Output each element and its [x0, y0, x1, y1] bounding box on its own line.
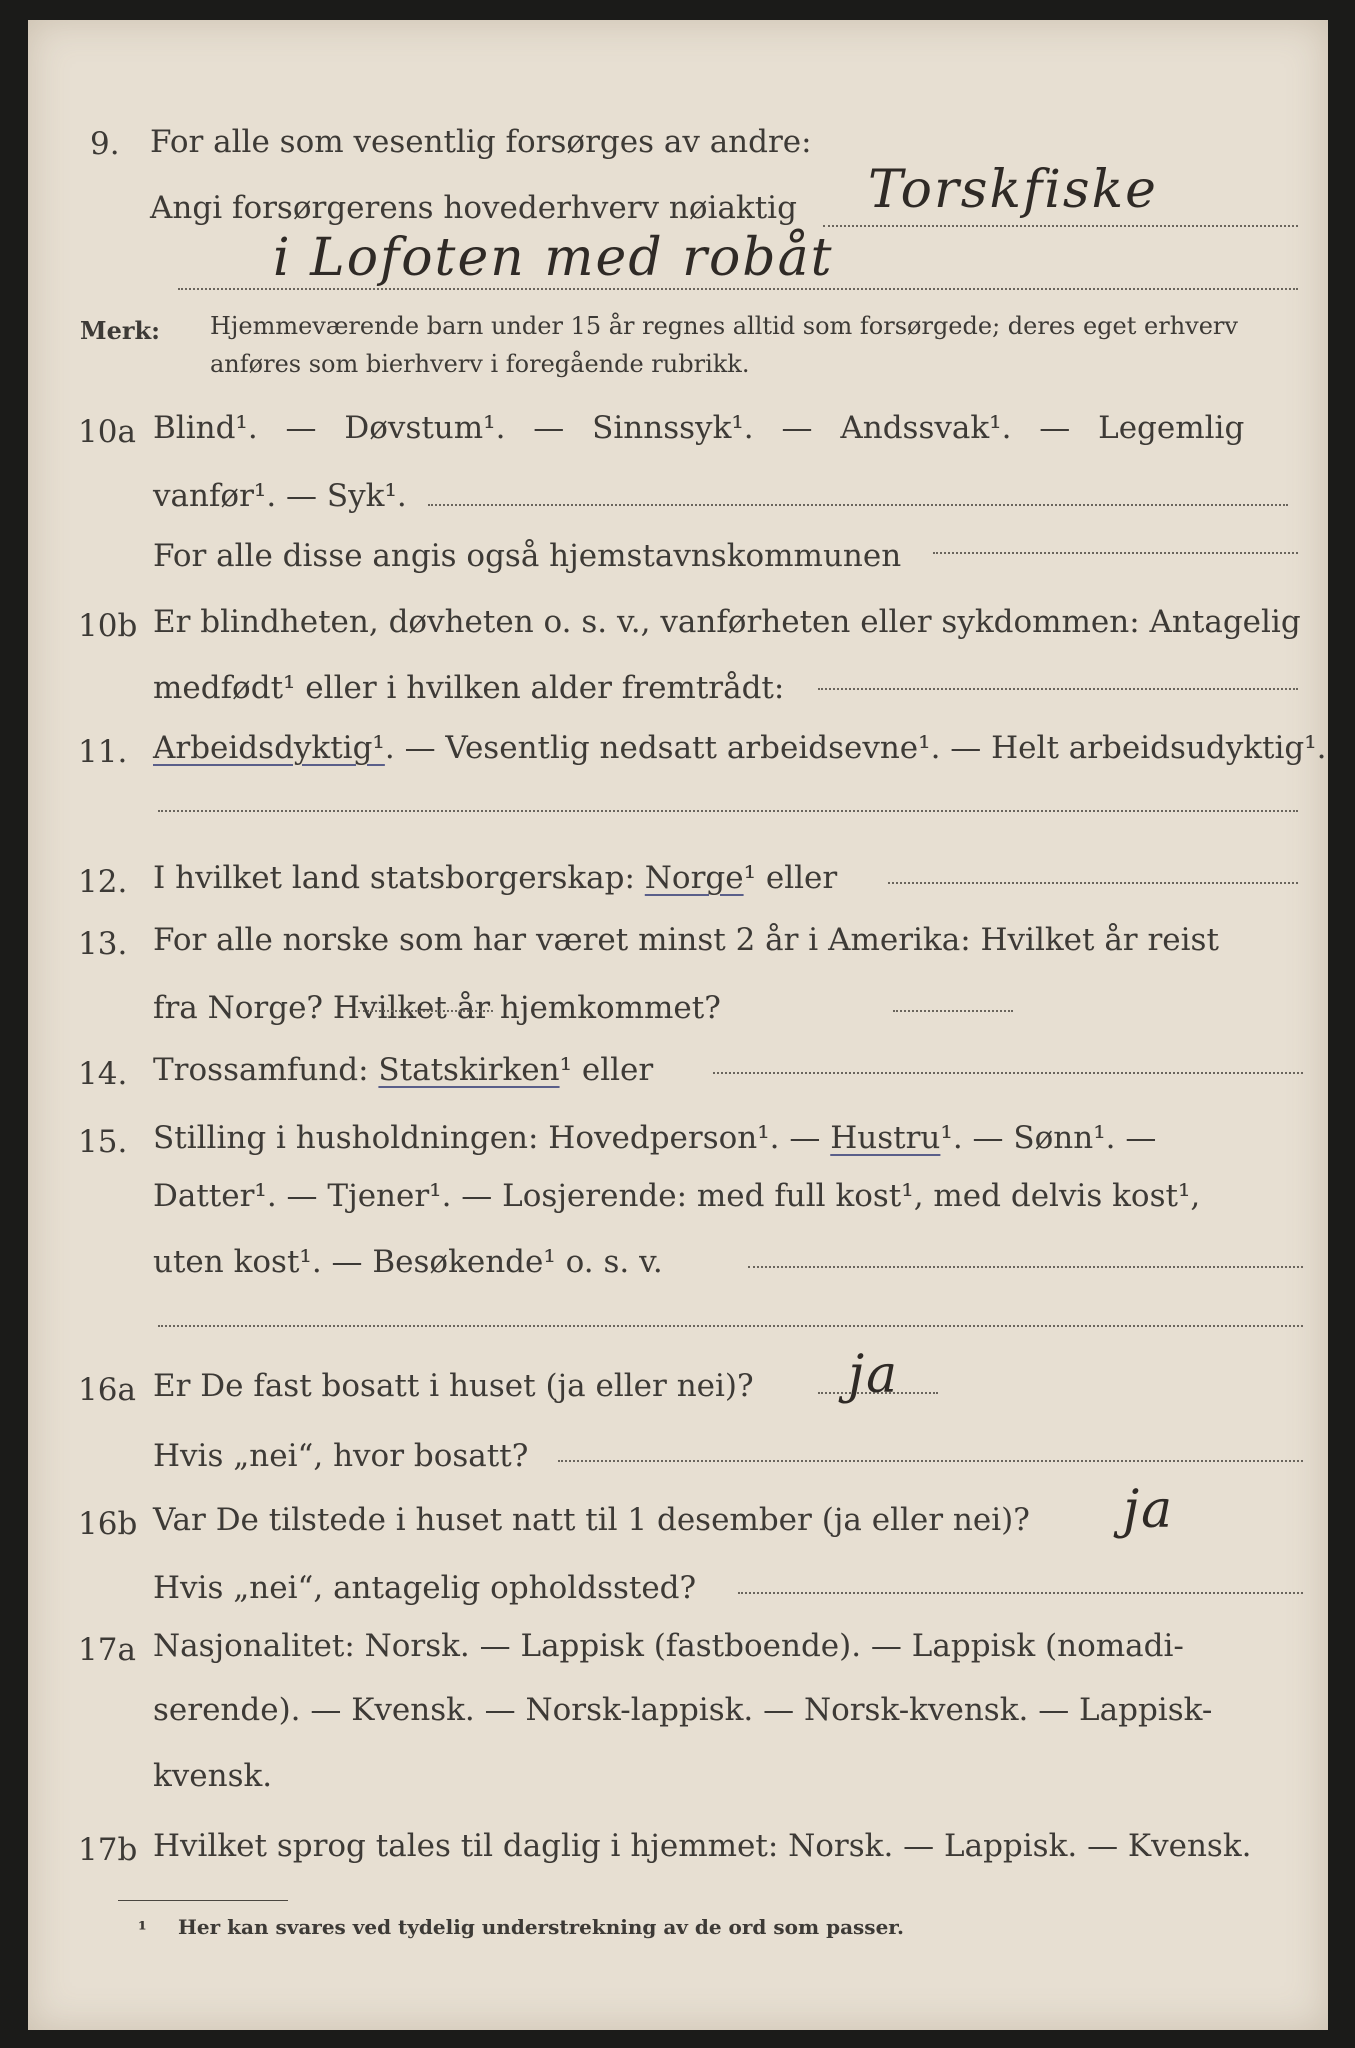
item-12-number: 12. [78, 864, 128, 900]
item-12-underlined-option: Norge [644, 860, 744, 896]
item-9-answer-line [823, 225, 1298, 227]
item-17b-number: 17b [78, 1832, 138, 1868]
item-14-rest: ¹ eller [559, 1052, 654, 1088]
item-9-handwritten-2: i Lofoten med robåt [273, 228, 834, 288]
item-13-answer-line-1 [358, 1010, 493, 1012]
item-16b-handwritten: ja [1123, 1480, 1175, 1540]
item-11-rest: . — Vesentlig nedsatt arbeidsevne¹. — Helt arbeidsudyktig¹. [384, 730, 1327, 766]
item-16a-line2: Hvis „nei“, hvor bosatt? [153, 1438, 529, 1474]
item-9-line2: Angi forsørgerens hovederhverv nøiaktig [150, 190, 797, 226]
item-17a-line1: Nasjonalitet: Norsk. — Lappisk (fastboende). — Lappisk (nomadi- [153, 1628, 1184, 1664]
item-13-answer-line-2 [893, 1010, 1013, 1012]
item-10b-line1: Er blindheten, døvheten o. s. v., vanførheten eller sykdommen: Antagelig [153, 604, 1301, 640]
merk-label: Merk: [80, 316, 160, 345]
item-16b-number: 16b [78, 1506, 138, 1542]
item-9-handwritten-1: Torskfiske [868, 160, 1158, 220]
item-12-rest: ¹ eller [743, 860, 838, 896]
item-14-answer-line [713, 1072, 1303, 1074]
item-16b-answer-line [738, 1592, 1303, 1594]
item-15-line2: Datter¹. — Tjener¹. — Losjerende: med full kost¹, med delvis kost¹, [153, 1178, 1201, 1214]
item-15-underlined-option: Hustru [830, 1120, 941, 1156]
item-15-answer-line-2 [158, 1325, 1303, 1327]
item-13-number: 13. [78, 926, 128, 962]
item-16b-line2: Hvis „nei“, antagelig opholdssted? [153, 1570, 697, 1606]
item-10a-line1: Blind¹. — Døvstum¹. — Sinnssyk¹. — Andssvak¹. — Legemlig [153, 410, 1245, 446]
item-14-underlined-option: Statskirken [378, 1052, 560, 1088]
census-form-sheet [28, 20, 1328, 2030]
item-10a-number: 10a [78, 414, 136, 450]
item-9-answer-line-2 [178, 288, 1298, 290]
item-14-number: 14. [78, 1056, 128, 1092]
item-13-line1: For alle norske som har været minst 2 år i Amerika: Hvilket år reist [153, 922, 1219, 958]
item-10b-number: 10b [78, 608, 138, 644]
item-11-answer-line [158, 810, 1298, 812]
item-11-number: 11. [78, 734, 128, 770]
item-17a-line2: serende). — Kvensk. — Norsk-lappisk. — Norsk-kvensk. — Lappisk- [153, 1692, 1213, 1728]
item-10b-answer-line [818, 688, 1298, 690]
item-16a-handwritten: ja [848, 1345, 900, 1405]
item-9-line1: For alle som vesentlig forsørges av andre: [150, 124, 812, 160]
item-16a-answer-line-2 [558, 1460, 1303, 1462]
item-15-line1-b: ¹. — Sønn¹. — [940, 1120, 1157, 1156]
item-13-line2: fra Norge? Hvilket år hjemkommet? [153, 990, 721, 1026]
item-17b-line1: Hvilket sprog tales til daglig i hjemmet: Norsk. — Lappisk. — Kvensk. [153, 1828, 1252, 1864]
item-12-answer-line [888, 882, 1298, 884]
item-15-line1 [153, 1120, 1156, 1156]
item-10a-answer-line-2 [933, 552, 1298, 554]
item-10a-line3: For alle disse angis også hjemstavnskommunen [153, 538, 902, 574]
item-11-line1 [153, 730, 1327, 766]
footnote-divider [118, 1900, 288, 1901]
item-16a-number: 16a [78, 1372, 136, 1408]
item-10a-answer-line [428, 504, 1288, 506]
item-15-number: 15. [78, 1124, 128, 1160]
item-10b-line2: medfødt¹ eller i hvilken alder fremtrådt: [153, 670, 785, 706]
item-16b-line1: Var De tilstede i huset natt til 1 desember (ja eller nei)? [153, 1502, 1030, 1538]
item-9-number: 9. [90, 126, 120, 162]
item-17a-number: 17a [78, 1632, 136, 1668]
item-16a-line1: Er De fast bosatt i huset (ja eller nei)? [153, 1368, 754, 1404]
merk-line1: Hjemmeværende barn under 15 år regnes alltid som forsørgede; deres eget erhverv [210, 312, 1238, 340]
item-15-line3: uten kost¹. — Besøkende¹ o. s. v. [153, 1244, 663, 1280]
footnote-text: Her kan svares ved tydelig understrekning av de ord som passer. [178, 1915, 904, 1939]
item-10a-line2: vanfør¹. — Syk¹. [153, 478, 407, 514]
item-11-underlined-option: Arbeidsdyktig¹ [153, 730, 385, 766]
footnote-marker: ¹ [138, 1917, 147, 1941]
item-12-question: I hvilket land statsborgerskap: [153, 860, 645, 896]
item-14-line1 [153, 1052, 653, 1088]
item-17a-line3: kvensk. [153, 1758, 273, 1794]
item-14-question: Trossamfund: [153, 1052, 379, 1088]
item-12-line1 [153, 860, 837, 896]
merk-line2: anføres som bierhverv i foregående rubrikk. [210, 350, 750, 378]
item-15-answer-line [748, 1266, 1303, 1268]
item-15-line1-a: Stilling i husholdningen: Hovedperson¹. — [153, 1120, 831, 1156]
